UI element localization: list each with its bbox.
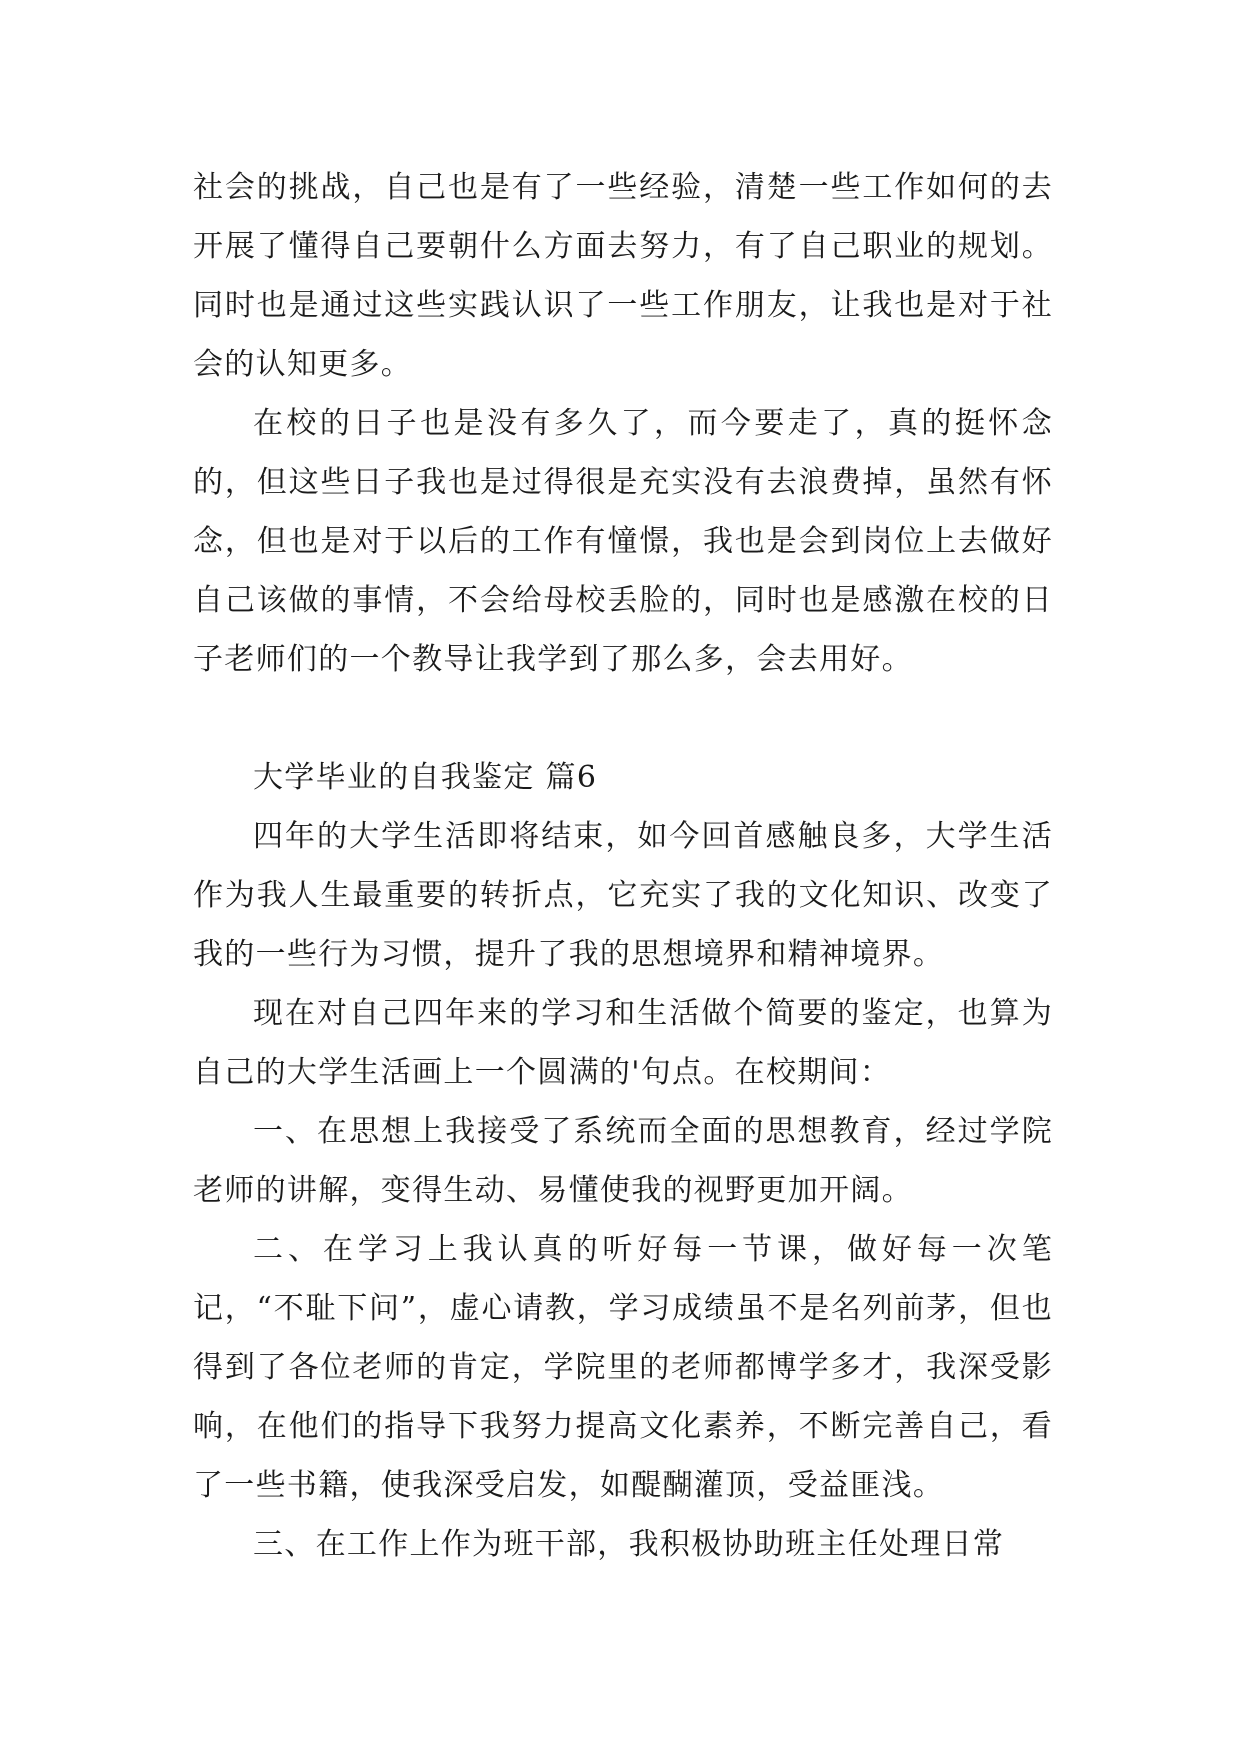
section-heading: 大学毕业的自我鉴定 篇6 xyxy=(253,760,598,795)
paragraph: 现在对自己四年来的学习和生活做个简要的鉴定，也算为自己的大学生活画上一个圆满的'句点。在校期间： xyxy=(193,996,1053,1090)
paragraph-continued: 社会的挑战，自己也是有了一些经验，清楚一些工作如何的去开展了懂得自己要朝什么方面去努力，有了自己职业的规划。同时也是通过这些实践认识了一些工作朋友，让我也是对于社会的认知更多。 xyxy=(193,170,1053,382)
paragraph: 在校的日子也是没有多久了，而今要走了，真的挺怀念的，但这些日子我也是过得很是充实没有去浪费掉，虽然有怀念，但也是对于以后的工作有憧憬，我也是会到岗位上去做好自己该做的事情，不会给母校丢脸的，同时也是感激在校的日子老师们的一个教导让我学到了那么多，会去用好。 xyxy=(193,406,1053,677)
paragraph: 一、在思想上我接受了系统而全面的思想教育，经过学院老师的讲解，变得生动、易懂使我的视野更加开阔。 xyxy=(193,1114,1053,1208)
paragraph: 四年的大学生活即将结束，如今回首感触良多，大学生活作为我人生最重要的转折点，它充实了我的文化知识、改变了我的一些行为习惯，提升了我的思想境界和精神境界。 xyxy=(193,819,1053,972)
document-body xyxy=(193,158,1053,1574)
paragraph: 二、在学习上我认真的听好每一节课，做好每一次笔记，“不耻下问”，虚心请教，学习成绩虽不是名列前茅，但也得到了各位老师的肯定，学院里的老师都博学多才，我深受影响，在他们的指导下我努力提高文化素养，不断完善自己，看了一些书籍，使我深受启发，如醍醐灌顶，受益匪浅。 xyxy=(193,1232,1053,1503)
paragraph: 三、在工作上作为班干部，我积极协助班主任处理日常 xyxy=(253,1527,1005,1562)
